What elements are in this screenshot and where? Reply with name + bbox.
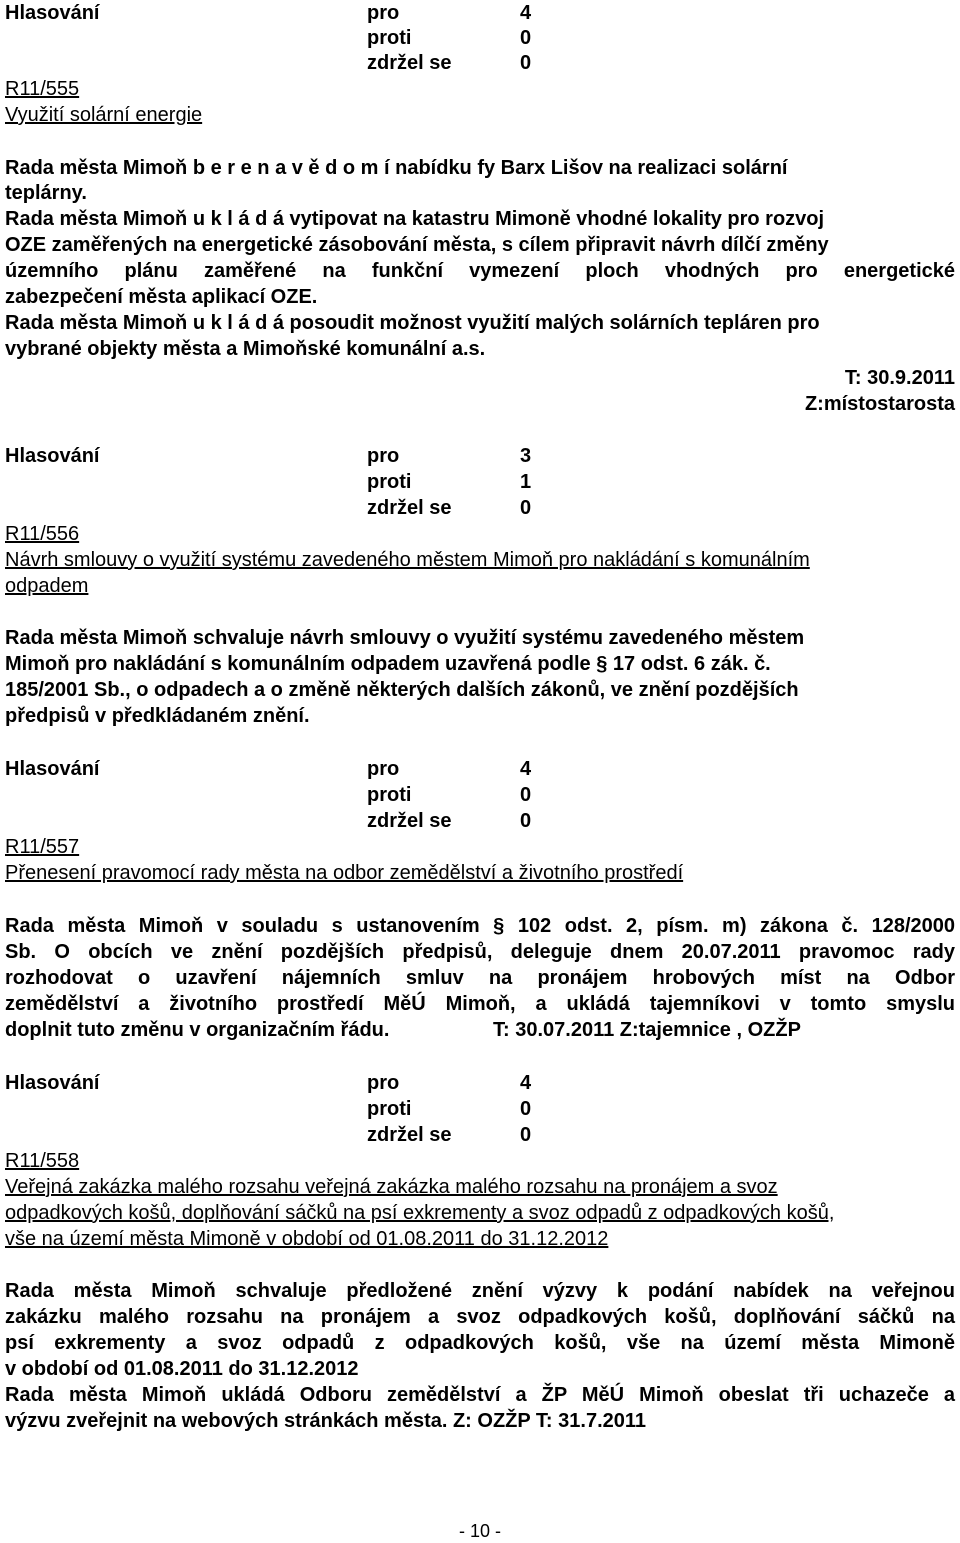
- vote-zdrzel-value: 0: [520, 1124, 532, 1146]
- resolution-text-line: Rada města Mimoň u k l á d á vytipovat na katastru Mimoně vhodné lokality pro rozvoj: [5, 208, 825, 230]
- vote-zdrzel-value: 0: [520, 497, 532, 519]
- vote-pro-value: 3: [520, 445, 532, 467]
- resolution-text-line: Rada města Mimoň b e r e n a v ě d o m í nabídku fy Barx Lišov na realizaci solární: [5, 157, 788, 179]
- resolution-title: vše na území města Mimoně v období od 01.08.2011 do 31.12.2012: [5, 1228, 609, 1250]
- vote-zdrzel-value: 0: [520, 810, 532, 832]
- resolution-text-line: Rada města Mimoň u k l á d á posoudit možnost využití malých solárních tepláren pro: [5, 312, 820, 334]
- resolution-text-line: vybrané objekty města a Mimoňské komunální a.s.: [5, 338, 486, 360]
- resolution-title: Veřejná zakázka malého rozsahu veřejná zakázka malého rozsahu na pronájem a svoz: [5, 1176, 778, 1198]
- vote-zdrzel-value: 0: [520, 52, 532, 74]
- vote-pro-label: pro: [367, 2, 400, 24]
- resolution-text-line: teplárny.: [5, 182, 87, 204]
- vote-zdrzel-label: zdržel se: [367, 1124, 452, 1146]
- resolution-text-line: 185/2001 Sb., o odpadech a o změně některých dalších zákonů, ve znění pozdějších: [5, 679, 799, 701]
- vote-pro-value: 4: [520, 758, 532, 780]
- vote-pro-label: pro: [367, 445, 400, 467]
- vote-label: Hlasování: [5, 1072, 100, 1094]
- vote-zdrzel-label: zdržel se: [367, 497, 452, 519]
- resolution-number: R11/555: [5, 78, 80, 100]
- vote-proti-value: 0: [520, 27, 532, 49]
- vote-label: Hlasování: [5, 758, 100, 780]
- resolution-text-line: Sb. O obcích ve znění pozdějších předpisů, deleguje dnem 20.07.2011 pravomoc rady: [5, 941, 955, 963]
- vote-zdrzel-label: zdržel se: [367, 52, 452, 74]
- vote-label: Hlasování: [5, 2, 100, 24]
- resolution-text-line: Rada města Mimoň v souladu s ustanovením § 102 odst. 2, písm. m) zákona č. 128/2000: [5, 915, 955, 937]
- resolution-text-line: rozhodovat o uzavření nájemních smluv na pronájem hrobových míst na Odbor: [5, 967, 955, 989]
- vote-proti-label: proti: [367, 784, 412, 806]
- resolution-text-line: [5, 1018, 955, 1042]
- resolution-text-line: Mimoň pro nakládání s komunálním odpadem uzavřená podle § 17 odst. 6 zák. č.: [5, 653, 771, 675]
- vote-pro-value: 4: [520, 2, 532, 24]
- resolution-text-line: psí exkrementy a svoz odpadů z odpadkových košů, vše na území města Mimoně: [5, 1332, 955, 1354]
- resolution-title: Využití solární energie: [5, 104, 203, 126]
- resolution-text-line: předpisů v předkládaném znění.: [5, 705, 310, 727]
- resolution-title: Přenesení pravomocí rady města na odbor zemědělství a životního prostředí: [5, 862, 684, 884]
- resolution-number: R11/556: [5, 523, 80, 545]
- resolution-text-line: Rada města Mimoň ukládá Odboru zemědělství a ŽP MěÚ Mimoň obeslat tři uchazeče a: [5, 1384, 955, 1406]
- resolution-deadline: T: 30.9.2011: [844, 367, 955, 389]
- vote-label: Hlasování: [5, 445, 100, 467]
- vote-proti-label: proti: [367, 1098, 412, 1120]
- resolution-text-line: územního plánu zaměřené na funkční vymezení ploch vhodných pro energetické: [5, 260, 955, 282]
- resolution-text-line: Rada města Mimoň schvaluje návrh smlouvy o využití systému zavedeného městem: [5, 627, 805, 649]
- vote-pro-value: 4: [520, 1072, 532, 1094]
- resolution-number: R11/558: [5, 1150, 80, 1172]
- resolution-text-line: zakázku malého rozsahu na pronájem a svoz odpadkových košů, doplňování sáčků na: [5, 1306, 955, 1328]
- vote-proti-value: 0: [520, 784, 532, 806]
- resolution-text-line: Rada města Mimoň schvaluje předložené znění výzvy k podání nabídek na veřejnou: [5, 1280, 955, 1302]
- resolution-deadline: T: 30.07.2011 Z:tajemnice , OZŽP: [493, 1019, 801, 1041]
- resolution-text-line: výzvu zveřejnit na webových stránkách města. Z: OZŽP T: 31.7.2011: [5, 1410, 647, 1432]
- vote-proti-label: proti: [367, 27, 412, 49]
- vote-zdrzel-label: zdržel se: [367, 810, 452, 832]
- vote-pro-label: pro: [367, 758, 400, 780]
- resolution-text-line: OZE zaměřených na energetické zásobování města, s cílem připravit návrh dílčí změny: [5, 234, 829, 256]
- resolution-title: odpadem: [5, 575, 89, 597]
- vote-pro-label: pro: [367, 1072, 400, 1094]
- resolution-number: R11/557: [5, 836, 80, 858]
- page-number: - 10 -: [458, 1521, 501, 1541]
- vote-proti-label: proti: [367, 471, 412, 493]
- resolution-title: odpadkových košů, doplňování sáčků na psí exkrementy a svoz odpadů z odpadkových košů,: [5, 1202, 835, 1224]
- resolution-text-line: v období od 01.08.2011 do 31.12.2012: [5, 1358, 359, 1380]
- vote-proti-value: 1: [520, 471, 532, 493]
- resolution-last-line: doplnit tuto změnu v organizačním řádu.: [5, 1019, 390, 1041]
- vote-proti-value: 0: [520, 1098, 532, 1120]
- resolution-title: Návrh smlouvy o využití systému zavedeného městem Mimoň pro nakládání s komunálním: [5, 549, 810, 571]
- resolution-text-line: zemědělství a životního prostředí MěÚ Mimoň, a ukládá tajemníkovi v tomto smyslu: [5, 993, 955, 1015]
- resolution-responsible: Z:místostarosta: [804, 393, 955, 415]
- resolution-text-line: zabezpečení města aplikací OZE.: [5, 286, 318, 308]
